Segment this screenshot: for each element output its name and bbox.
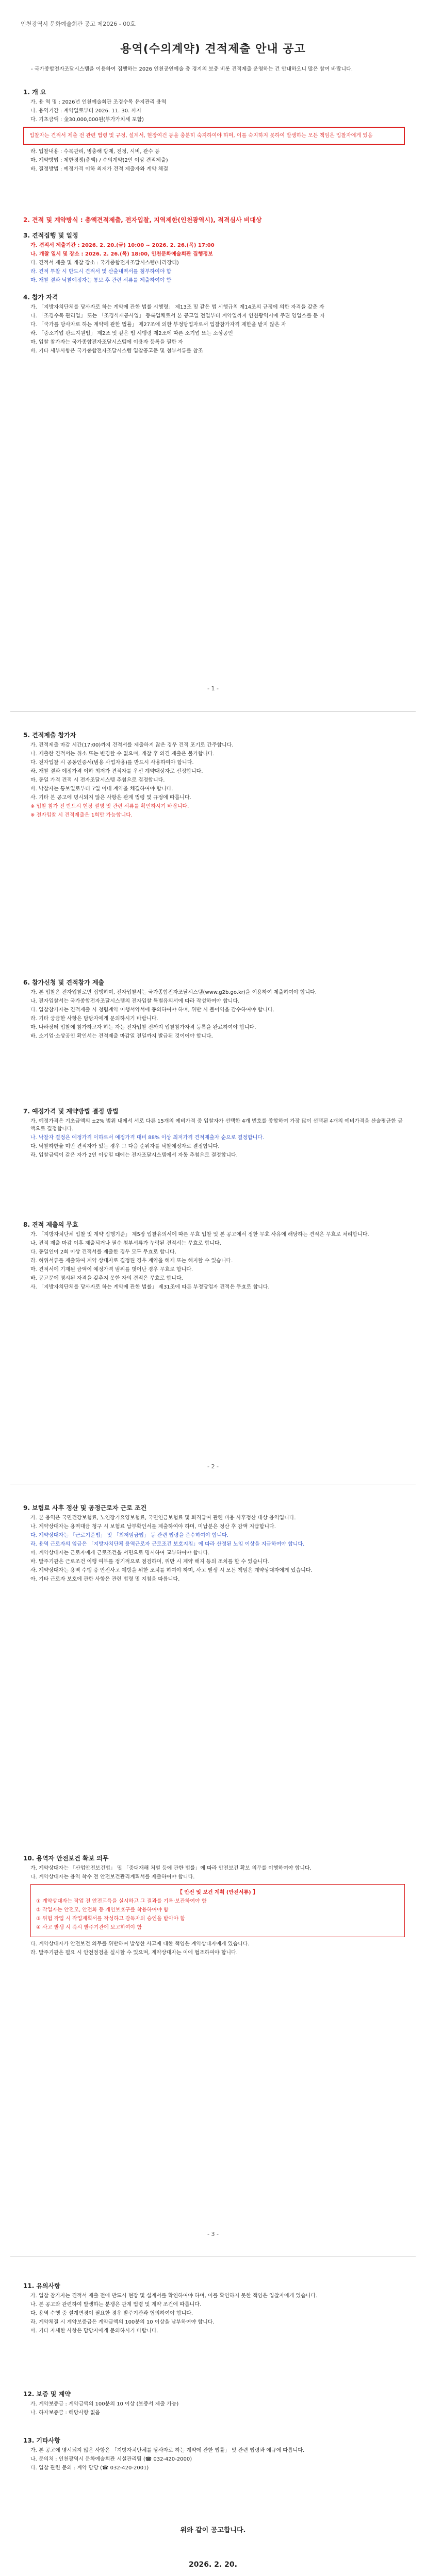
section-heading: 3. 견적집행 및 일정	[23, 232, 78, 239]
section-heading: 9. 보험료 사후 정산 및 공정근로자 근로 조건	[23, 1504, 147, 1512]
invalid-line: 마. 견적서에 기재된 금액이 예정가격 범위를 벗어난 경우 무효로 합니다.	[30, 1267, 193, 1273]
safety-line: 가. 계약상대자는 「산업안전보건법」 및 「중대재해 처벌 등에 관한 법률」에 따라 안전보건 확보 의무를 이행하여야 합니다.	[30, 1866, 312, 1871]
section-invalid	[23, 1221, 405, 1292]
insurance-line: 사. 계약상대자는 용역 수행 중 안전사고 예방을 위한 조치를 하여야 하며, 사고 발생 시 모든 책임은 계약상대자에게 있습니다.	[30, 1568, 313, 1573]
invalid-line: 가. 「지방자치단체 입찰 및 계약 집행기준」 제5장 입찰유의서에 따른 무효 입찰 및 본 공고에서 정한 무효 사유에 해당하는 견적은 무효로 처리합니다.	[30, 1232, 369, 1238]
overview-line: 마. 계약방법 : 제한경쟁(총액) / 수의계약(2인 이상 견적제출)	[30, 158, 168, 163]
section-heading: 4. 참가 자격	[23, 294, 58, 301]
schedule-line: 마. 개찰 결과 낙찰예정자는 통보 후 관련 서류를 제출하여야 함	[30, 278, 172, 283]
guarantee-line: 가. 계약보증금 : 계약금액의 100분의 10 이상 (보증서 제출 가능)	[30, 2401, 179, 2407]
section-insurance	[23, 1504, 405, 1584]
section-submission	[23, 732, 405, 820]
price-line: 다. 낙찰하한율 미만 견적자가 있는 경우 그 다음 순위자를 낙찰예정자로 결정합니다.	[30, 1144, 220, 1149]
caution-line: 라. 계약체결 시 계약보증금은 계약금액의 100분의 10 이상을 납부하여야 합니다.	[30, 2319, 215, 2325]
safety-line: 라. 발주기관은 필요 시 안전점검을 실시할 수 있으며, 계약상대자는 이에 협조하여야 합니다.	[30, 1950, 238, 1956]
submission-item: 다. 전자입찰 시 공동인증서(범용 사업자용)를 반드시 사용하여야 합니다.	[30, 760, 194, 766]
section-contract-type	[23, 216, 405, 226]
invalid-line: 다. 동일인이 2회 이상 견적서를 제출한 경우 모두 무효로 합니다.	[30, 1249, 176, 1255]
submission-item: 바. 낙찰자는 통보일로부터 7일 이내 계약을 체결하여야 합니다.	[30, 786, 173, 792]
schedule-line: 가. 견적서 제출기간 : 2026. 2. 20.(금) 10:00 ~ 2026. 2. 26.(목) 17:00	[30, 243, 215, 248]
overview-line: 가. 용 역 명 : 2026년 인천예술회관 조경수목 유지관리 용역	[30, 99, 167, 105]
submission-item: 사. 기타 본 공고에 명시되지 않은 사항은 관계 법령 및 규정에 따릅니다.	[30, 795, 191, 801]
insurance-line: 라. 용역 근로자의 임금은 「지방자치단체 용역근로자 근로조건 보호지침」에 따라 산정된 노임 이상을 지급하여야 합니다.	[30, 1541, 305, 1547]
submission-item: 나. 제출한 견적서는 취소 또는 변경할 수 없으며, 개찰 후 의견 제출은 불가합니다.	[30, 751, 215, 757]
section-overview	[23, 89, 405, 174]
insurance-line: 아. 기타 근로자 보호에 관한 사항은 관련 법령 및 지침을 따릅니다.	[30, 1577, 180, 1582]
insurance-line: 바. 발주기관은 근로조건 이행 여부를 정기적으로 점검하며, 위반 시 계약 해지 등의 조치를 할 수 있습니다.	[30, 1559, 269, 1565]
page-number: - 2 -	[207, 1463, 219, 1470]
section-other	[23, 2437, 405, 2473]
application-line: 마. 나라장터 입찰에 참가하고자 하는 자는 전자입찰 전까지 입찰참가자격 등록을 완료하여야 합니다.	[30, 1025, 256, 1030]
section-heading: 6. 참가신청 및 견적참가 제출	[23, 979, 105, 986]
closing-statement: 위와 같이 공고합니다.	[180, 2527, 246, 2534]
schedule-line: 나. 개찰 일시 및 장소 : 2026. 2. 26.(목) 18:00, 인천문화예술회관 집행정보	[30, 251, 213, 257]
insurance-line: 가. 본 용역은 국민건강보험료, 노인장기요양보험료, 국민연금보험료 및 퇴직급여 관련 비용 사후정산 대상 용역입니다.	[30, 1515, 296, 1521]
eligibility-item: 바. 기타 세부사항은 국가종합전자조달시스템 입찰공고문 및 첨부서류를 참조	[30, 348, 203, 354]
section-heading: 7. 예정가격 및 계약방법 결정 방법	[23, 1108, 119, 1115]
safety-plan-box	[30, 1884, 405, 1937]
submission-note: ※ 입찰 참가 전 반드시 현장 설명 및 관련 서류를 확인하시기 바랍니다.	[30, 804, 189, 809]
warning-notice: 입찰자는 견적서 제출 전 관련 법령 및 규정, 설계서, 현장여건 등을 충분히 숙지하여야 하며, 이를 숙지하지 못하여 발생하는 모든 책임은 입찰자에게 있음	[23, 127, 405, 145]
eligibility-item: 나. 「조경수목 관리업」 또는 「조경식재공사업」 등록업체로서 본 공고일 전일부터 계약일까지 인천광역시에 주된 영업소를 둔 자	[30, 313, 325, 319]
price-line: 나. 낙찰자 결정은 예정가격 이하로서 예정가격 대비 88% 이상 최저가격 견적제출자 순으로 결정합니다.	[30, 1135, 265, 1141]
section-heading: 8. 견적 제출의 무효	[23, 1221, 78, 1228]
section-guarantee	[23, 2391, 405, 2418]
overview-line: 라. 입찰내용 : 수목관리, 병충해 방제, 전정, 시비, 관수 등	[30, 149, 160, 155]
section-heading: 10. 용역자 안전보건 확보 의무	[23, 1855, 109, 1862]
overview-line: 다. 기초금액 : 金30,000,000원(부가가치세 포함)	[30, 117, 144, 123]
safety-line: 다. 계약상대자가 안전보건 의무를 위반하여 발생한 사고에 대한 책임은 계약상대자에게 있습니다.	[30, 1941, 250, 1947]
intro-text: - 국가종합전자조달시스템을 이용하여 집행하는 2026 인천공연예술 총 경지의 보충 비롯 견적제출 운영하는 건 안내하오니 많은 참여 바랍니다.	[31, 66, 353, 72]
schedule-line: 다. 견적서 제출 및 개찰 장소 : 국가종합전자조달시스템(나라장터)	[30, 260, 179, 266]
doc-number: 인천광역시 문화예술회관 공고 제2026 - 00호	[21, 21, 136, 27]
submission-item: 라. 개찰 결과 예정가격 이하 최저가 견적자를 우선 계약대상자로 선정합니다.	[30, 769, 203, 774]
safety-box-line: ③ 위험 작업 시 작업계획서를 작성하고 감독자의 승인을 받아야 함	[36, 1916, 185, 1922]
section-schedule	[23, 232, 405, 285]
application-line: 라. 기타 궁금한 사항은 담당자에게 문의하시기 바랍니다.	[30, 1016, 158, 1022]
section-heading: 1. 개 요	[23, 89, 46, 96]
page-number: - 3 -	[207, 2231, 219, 2238]
section-heading: 12. 보증 및 계약	[23, 2391, 71, 2398]
caution-line: 가. 입찰 참가자는 견적서 제출 전에 반드시 현장 및 설계서를 확인하여야 하며, 이를 확인하지 못한 책임은 입찰자에게 있습니다.	[30, 2293, 318, 2299]
eligibility-item: 가. 「지방자치단체를 당사자로 하는 계약에 관한 법률 시행령」 제13조 및 같은 법 시행규칙 제14조의 규정에 의한 자격을 갖춘 자	[30, 304, 324, 310]
other-line: 나. 문의처 : 인천광역시 문화예술회관 시설관리팀 (☎ 032-420-2000)	[30, 2456, 192, 2462]
schedule-line: 라. 견적 투찰 시 반드시 견적서 및 산출내역서를 첨부하여야 함	[30, 269, 172, 275]
section-heading: 11. 유의사항	[23, 2282, 60, 2290]
caution-line: 나. 본 공고와 관련하여 발생하는 분쟁은 관계 법령 및 계약 조건에 따릅니다.	[30, 2302, 202, 2308]
insurance-line: 마. 계약상대자는 근로자에게 근로조건을 서면으로 명시하여 교부하여야 합니다.	[30, 1550, 210, 1556]
section-application	[23, 979, 405, 1041]
closing-date: 2026. 2. 20.	[189, 2561, 237, 2569]
submission-note: ※ 전자입찰 시 견적제출은 1회만 가능합니다.	[30, 812, 133, 818]
doc-title: 용역(수의계약) 견적제출 안내 공고	[120, 43, 306, 56]
page-number: - 1 -	[207, 685, 219, 692]
section-price	[23, 1108, 405, 1160]
caution-line: 다. 용역 수행 중 설계변경이 필요한 경우 발주기관과 협의하여야 합니다.	[30, 2311, 193, 2316]
price-line: 가. 예정가격은 기초금액의 ±2% 범위 내에서 서로 다른 15개의 예비가격 중 입찰자가 선택한 4개 번호를 종합하여 가장 많이 선택된 4개의 예비가격을 산술평균한 금액으로 결정합니다.	[30, 1118, 403, 1132]
section-heading: 2. 견적 및 계약방식 : 총액견적제출, 전자입찰, 지역제한(인천광역시), 적격심사 비대상	[23, 216, 262, 224]
safety-box-title: 【 안전 및 보건 계획 (안전서류) 】	[177, 1890, 258, 1895]
section-heading: 5. 견적제출 참가자	[23, 732, 76, 739]
application-line: 가. 본 입찰은 전자입찰로만 집행하며, 전자입찰서는 국가종합전자조달시스템(www.g2b.go.kr)을 이용하여 제출하여야 합니다.	[30, 990, 317, 995]
submission-item: 가. 견적제출 마감 시간(17:00)까지 견적서를 제출하지 않은 경우 견적 포기로 간주합니다.	[30, 742, 234, 748]
application-line: 바. 소기업·소상공인 확인서는 견적제출 마감일 전일까지 발급된 것이어야 합니다.	[30, 1033, 213, 1039]
other-line: 다. 입찰 관련 문의 : 계약 담당 (☎ 032-420-2001)	[30, 2465, 149, 2471]
invalid-line: 사. 「지방자치단체를 당사자로 하는 계약에 관한 법률」 제31조에 따른 부정당업자 견적은 무효로 합니다.	[30, 1284, 270, 1290]
insurance-line: 나. 계약상대자는 용역대금 청구 시 보험료 납부확인서를 제출하여야 하며, 미납분은 정산 후 감액 지급합니다.	[30, 1524, 276, 1530]
safety-box-line: ① 계약상대자는 작업 전 안전교육을 실시하고 그 결과를 기록·보관하여야 함	[36, 1899, 207, 1904]
invalid-line: 라. 허위서류를 제출하여 계약 상대자로 결정된 경우 계약을 해제 또는 해지할 수 있습니다.	[30, 1258, 233, 1264]
eligibility-item: 라. 「중소기업 판로지원법」 제2조 및 같은 법 시행령 제2조에 따른 소기업 또는 소상공인	[30, 331, 233, 336]
invalid-line: 바. 공고문에 명시된 자격을 갖추지 못한 자의 견적은 무효로 합니다.	[30, 1276, 183, 1281]
section-heading: 13. 기타사항	[23, 2437, 60, 2444]
insurance-line: 다. 계약상대자는 「근로기준법」 및 「최저임금법」 등 관련 법령을 준수하여야 합니다.	[30, 1533, 229, 1538]
safety-box-line: ② 작업자는 안전모, 안전화 등 개인보호구를 착용하여야 함	[36, 1907, 169, 1913]
safety-box-line: ④ 사고 발생 시 즉시 발주기관에 보고하여야 함	[36, 1925, 142, 1930]
price-line: 라. 입찰금액이 같은 자가 2인 이상일 때에는 전자조달시스템에서 자동 추첨으로 결정합니다.	[30, 1153, 238, 1158]
eligibility-item: 마. 입찰 참가자는 국가종합전자조달시스템에 이용자 등록을 필한 자	[30, 340, 183, 345]
invalid-line: 나. 견적 제출 마감 이후 제출되거나 필수 첨부서류가 누락된 견적서는 무효로 합니다.	[30, 1241, 221, 1246]
application-line: 나. 전자입찰서는 국가종합전자조달시스템의 전자입찰 특별유의서에 따라 작성하여야 합니다.	[30, 998, 240, 1004]
section-cautions	[23, 2282, 405, 2336]
guarantee-line: 나. 하자보증금 : 해당사항 없음	[30, 2410, 101, 2416]
application-line: 다. 입찰참가자는 견적제출 시 청렴계약 이행서약서에 동의하여야 하며, 위반 시 불이익을 감수하여야 합니다.	[30, 1007, 274, 1013]
section-safety	[23, 1855, 405, 1958]
submission-item: 마. 동일 가격 견적 시 전자조달시스템 추첨으로 결정합니다.	[30, 777, 165, 783]
eligibility-item: 다. 「국가를 당사자로 하는 계약에 관한 법률」 제27조에 의한 부정당업자로서 입찰참가자격 제한을 받지 않은 자	[30, 322, 286, 328]
safety-line: 나. 계약상대자는 용역 착수 전 안전보건관리계획서를 제출하여야 합니다.	[30, 1874, 195, 1880]
other-line: 가. 본 공고에 명시되지 않은 사항은 「지방자치단체를 당사자로 하는 계약에 관한 법률」 및 관련 법령과 예규에 따릅니다.	[30, 2448, 305, 2453]
section-eligibility	[23, 294, 405, 356]
overview-line: 나. 용역기간 : 계약일로부터 2026. 11. 30. 까지	[30, 108, 141, 114]
caution-line: 마. 기타 자세한 사항은 담당자에게 문의하시기 바랍니다.	[30, 2328, 158, 2334]
overview-line: 바. 결정방법 : 예정가격 이하 최저가 견적 제출자와 계약 체결	[30, 166, 168, 172]
